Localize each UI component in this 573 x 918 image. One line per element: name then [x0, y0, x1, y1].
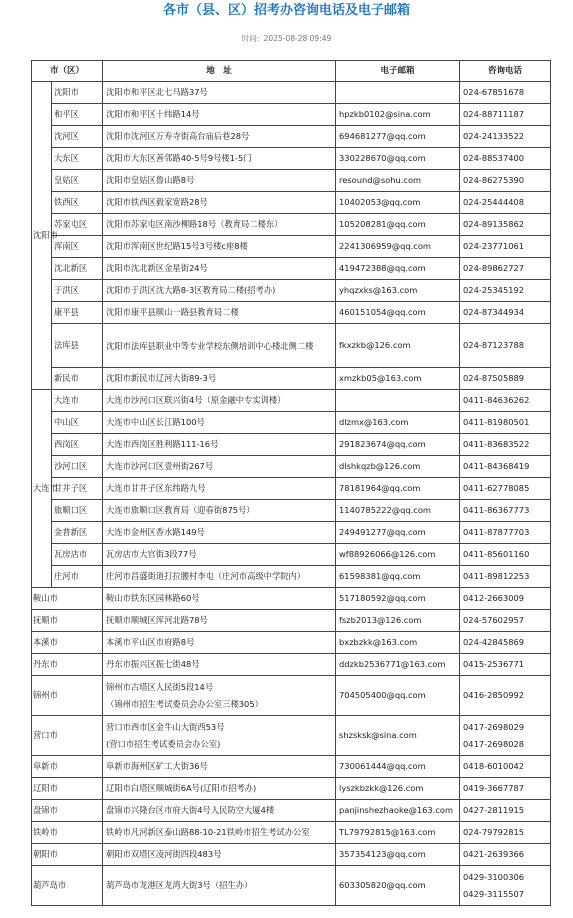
table-row: [32, 456, 551, 478]
phone-cell: [460, 544, 551, 566]
header-city: 市（区）: [32, 61, 103, 82]
email-cell: 10402053@qq.com: [336, 192, 460, 214]
email-cell: lyszkbzkk@126.com: [336, 778, 460, 800]
address-line: （锦州市招生考试委员会办公室三楼305）: [106, 698, 263, 709]
email-cell: 105208281@qq.com: [336, 214, 460, 236]
phone-number: 0411-62778085: [463, 483, 530, 493]
phone-number: 024-67851678: [463, 87, 525, 97]
district-cell: 中山区: [52, 412, 103, 434]
address-cell: 大连市沙河口区联兴街4号（原金融中专实训楼）: [103, 390, 336, 412]
city-cell: 盘锦市: [32, 800, 103, 822]
address-cell: [103, 610, 336, 632]
address-cell: 沈阳市和平区十纬路14号: [103, 104, 336, 126]
table-row: [32, 544, 551, 566]
address-cell: 沈阳市法库县职业中等专业学校东侧培训中心楼北侧二楼: [103, 324, 336, 368]
phone-number: 024-87505889: [463, 373, 525, 383]
phone-number: 024-25345192: [463, 285, 525, 295]
phone-number: 0411-87877703: [463, 527, 530, 537]
page-title: 各市（县、区）招考办咨询电话及电子邮箱: [162, 3, 410, 18]
district-cell: 于洪区: [52, 280, 103, 302]
table-row: [32, 822, 551, 844]
district-cell: 西岗区: [52, 434, 103, 456]
address-line: 辽阳市白塔区顺城街6A号(辽阳市招考办): [106, 783, 257, 793]
table-row: [32, 390, 551, 412]
email-cell: xmzkb05@163.com: [336, 368, 460, 390]
district-cell: 沈河区: [52, 126, 103, 148]
district-cell: 法库县: [52, 324, 103, 368]
district-cell: 金普新区: [52, 522, 103, 544]
email-cell: 460151054@qq.com: [336, 302, 460, 324]
email-cell: panjinshezhaoke@163.com: [336, 800, 460, 822]
city-cell: 阜新市: [32, 756, 103, 778]
city-cell: 丹东市: [32, 654, 103, 676]
phone-number: 0411-84368419: [463, 461, 530, 471]
phone-number: 024-25444408: [463, 197, 525, 207]
city-cell: 营口市: [32, 716, 103, 756]
district-cell: 沈北新区: [52, 258, 103, 280]
phone-number: 024-89862727: [463, 263, 525, 273]
phone-number: 024-79792815: [463, 827, 525, 837]
phone-number: 0418-6010042: [463, 761, 525, 771]
phone-cell: [460, 324, 551, 368]
table-row: [32, 800, 551, 822]
address-cell: 沈阳市大东区善邻路40-5号9号楼1-5门: [103, 148, 336, 170]
phone-cell: [460, 434, 551, 456]
phone-cell: [460, 866, 551, 906]
phone-number: 0429-3100306: [463, 871, 525, 882]
phone-cell: [460, 610, 551, 632]
address-cell: [103, 866, 336, 906]
phone-number: 0419-3667787: [463, 783, 525, 793]
address-line: (营口市招生考试委员会办公室): [106, 738, 221, 749]
phone-cell: [460, 104, 551, 126]
district-cell: 甘井子区: [52, 478, 103, 500]
address-cell: [103, 676, 336, 716]
phone-cell: [460, 302, 551, 324]
city-cell: 大连市: [32, 390, 52, 588]
phone-cell: [460, 588, 551, 610]
phone-cell: [460, 412, 551, 434]
address-cell: 沈阳市和平区北七马路37号: [103, 82, 336, 104]
email-cell: 1140785222@qq.com: [336, 500, 460, 522]
phone-number: 0417-2698029: [463, 721, 525, 732]
email-cell: [336, 82, 460, 104]
city-cell: 抚顺市: [32, 610, 103, 632]
email-cell: 517180592@qq.com: [336, 588, 460, 610]
address-line: 丹东市振兴区振七街48号: [106, 659, 200, 669]
address-cell: [103, 654, 336, 676]
table-header-row: [32, 61, 551, 82]
address-cell: 沈阳市新民市辽河大街89-3号: [103, 368, 336, 390]
city-cell: 铁岭市: [32, 822, 103, 844]
table-row: [32, 258, 551, 280]
district-cell: 苏家屯区: [52, 214, 103, 236]
address-cell: 大连市旅顺口区教育局（迎春街875号）: [103, 500, 336, 522]
table-row: [32, 368, 551, 390]
address-cell: 沈阳市康平县顺山一路县教育局二楼: [103, 302, 336, 324]
table-row: [32, 412, 551, 434]
phone-number: 0429-3115507: [463, 888, 525, 899]
phone-cell: [460, 236, 551, 258]
email-cell: 330228670@qq.com: [336, 148, 460, 170]
address-cell: 大连市沙河口区壹州街267号: [103, 456, 336, 478]
publish-time: [0, 32, 573, 46]
address-line: 锦州市古塔区人民街5段14号: [106, 681, 214, 692]
phone-cell: [460, 844, 551, 866]
phone-number: 0411-85601160: [463, 549, 530, 559]
phone-cell: [460, 500, 551, 522]
table-row: [32, 566, 551, 588]
phone-cell: [460, 822, 551, 844]
table-row: [32, 236, 551, 258]
address-cell: 沈阳市沈河区万寿寺街高台庙后巷28号: [103, 126, 336, 148]
email-cell: 730061444@qq.com: [336, 756, 460, 778]
header-phone: 咨询电话: [460, 61, 551, 82]
phone-number: 0427-2811915: [463, 805, 525, 815]
address-line: 朝阳市双塔区凌河街四段483号: [106, 849, 222, 859]
phone-cell: [460, 716, 551, 756]
phone-cell: [460, 390, 551, 412]
table-row: [32, 280, 551, 302]
phone-cell: [460, 522, 551, 544]
table-row: [32, 82, 551, 104]
phone-cell: [460, 756, 551, 778]
table-row: [32, 214, 551, 236]
district-cell: 皇姑区: [52, 170, 103, 192]
email-cell: 78181964@qq.com: [336, 478, 460, 500]
table-row: [32, 522, 551, 544]
address-line: 葫芦岛市龙港区龙湾大街3号（招生办）: [106, 880, 253, 890]
email-cell: wf88926066@126.com: [336, 544, 460, 566]
address-cell: 沈阳市皇姑区鲁山路8号: [103, 170, 336, 192]
phone-cell: [460, 566, 551, 588]
address-cell: [103, 588, 336, 610]
email-cell: resound@sohu.com: [336, 170, 460, 192]
table-row: [32, 500, 551, 522]
table-row: [32, 192, 551, 214]
district-cell: 瓦房店市: [52, 544, 103, 566]
city-cell: 锦州市: [32, 676, 103, 716]
table-row: [32, 302, 551, 324]
email-cell: fkxzkb@126.com: [336, 324, 460, 368]
email-cell: bxzbzkk@163.com: [336, 632, 460, 654]
address-line: 阜新市海州区矿工大街36号: [106, 761, 208, 771]
table-row: [32, 778, 551, 800]
address-line: 盘锦市兴隆台区市府大街4号人民防空大厦4楼: [106, 805, 275, 815]
table-row: [32, 866, 551, 906]
table-row: [32, 324, 551, 368]
phone-number: 0417-2698028: [463, 738, 525, 749]
email-cell: 357354123@qq.com: [336, 844, 460, 866]
address-cell: 沈阳市苏家屯区南沙柳路18号（教育局二楼东）: [103, 214, 336, 236]
header-email: 电子邮箱: [336, 61, 460, 82]
phone-number: 024-57602957: [463, 615, 525, 625]
address-cell: 沈阳市铁西区毅家宽路28号: [103, 192, 336, 214]
address-cell: 沈阳市于洪区沈大路8-3区教育局二楼(招考办): [103, 280, 336, 302]
address-cell: [103, 778, 336, 800]
district-cell: 和平区: [52, 104, 103, 126]
email-cell: 704505400@qq.com: [336, 676, 460, 716]
table-row: [32, 126, 551, 148]
city-cell: 葫芦岛市: [32, 866, 103, 906]
address-cell: [103, 756, 336, 778]
email-cell: 694681277@qq.com: [336, 126, 460, 148]
phone-cell: [460, 676, 551, 716]
phone-number: 024-87344934: [463, 307, 525, 317]
email-cell: 291823674@qq.com: [336, 434, 460, 456]
phone-cell: [460, 778, 551, 800]
phone-number: 0416-2850992: [463, 690, 525, 700]
phone-number: 0415-2536771: [463, 659, 525, 669]
phone-cell: [460, 82, 551, 104]
city-cell: 本溪市: [32, 632, 103, 654]
email-cell: hpzkb0102@sina.com: [336, 104, 460, 126]
address-cell: 大连市金州区香水路149号: [103, 522, 336, 544]
district-cell: 浑南区: [52, 236, 103, 258]
district-cell: 大东区: [52, 148, 103, 170]
address-cell: [103, 800, 336, 822]
email-cell: 419472388@qq.com: [336, 258, 460, 280]
table-row: [32, 170, 551, 192]
district-cell: 旅顺口区: [52, 500, 103, 522]
phone-number: 0411-84636262: [463, 395, 530, 405]
table-row: [32, 478, 551, 500]
phone-number: 024-89135862: [463, 219, 525, 229]
table-row: [32, 654, 551, 676]
time-value: 2025-08-28 09:49: [263, 34, 332, 43]
email-cell: TL79792815@163.com: [336, 822, 460, 844]
email-cell: yhqzxks@163.com: [336, 280, 460, 302]
email-cell: 2241306959@qq.com: [336, 236, 460, 258]
email-cell: fszb2013@126.com: [336, 610, 460, 632]
email-cell: dlshkqzb@126.com: [336, 456, 460, 478]
address-line: 抚顺市顺城区浑河北路78号: [106, 615, 208, 625]
header-address: 地 址: [103, 61, 336, 82]
email-cell: shzsksk@sina.com: [336, 716, 460, 756]
phone-cell: [460, 148, 551, 170]
city-cell: 鞍山市: [32, 588, 103, 610]
table-row: [32, 104, 551, 126]
phone-number: 024-23771061: [463, 241, 525, 251]
address-cell: 庄河市昌盛街道打拉腰村李屯（庄河市高级中学院内）: [103, 566, 336, 588]
phone-number: 024-87123788: [463, 340, 525, 350]
address-cell: [103, 716, 336, 756]
email-cell: ddzkb2536771@163.com: [336, 654, 460, 676]
table-row: [32, 632, 551, 654]
time-label: 时间:: [241, 34, 260, 43]
phone-number: 0411-83683522: [463, 439, 530, 449]
address-line: 本溪市平山区市府路8号: [106, 637, 195, 647]
phone-cell: [460, 280, 551, 302]
district-cell: 新民市: [52, 368, 103, 390]
table-row: [32, 676, 551, 716]
phone-cell: [460, 478, 551, 500]
table-row: [32, 716, 551, 756]
district-cell: 大连市: [52, 390, 103, 412]
phone-cell: [460, 368, 551, 390]
address-cell: [103, 632, 336, 654]
phone-cell: [460, 800, 551, 822]
email-cell: dlzmx@163.com: [336, 412, 460, 434]
phone-number: 0411-81980501: [463, 417, 530, 427]
table-row: [32, 588, 551, 610]
phone-cell: [460, 170, 551, 192]
address-cell: 大连市甘井子区东纬路九号: [103, 478, 336, 500]
address-cell: 大连市中山区长江路100号: [103, 412, 336, 434]
phone-cell: [460, 632, 551, 654]
phone-cell: [460, 654, 551, 676]
district-cell: 康平县: [52, 302, 103, 324]
email-cell: 249491277@qq.com: [336, 522, 460, 544]
district-cell: 沈阳市: [52, 82, 103, 104]
address-line: 营口市西市区金牛山大街西53号: [106, 721, 225, 732]
phone-number: 0412-2663009: [463, 593, 525, 603]
table-row: [32, 844, 551, 866]
contact-table: [31, 60, 551, 906]
table-row: [32, 610, 551, 632]
address-cell: 瓦房店市大官街3段77号: [103, 544, 336, 566]
phone-cell: [460, 192, 551, 214]
phone-number: 0411-86367773: [463, 505, 530, 515]
address-line: 鞍山市铁东区园林路60号: [106, 593, 200, 603]
phone-number: 024-88711187: [463, 109, 525, 119]
address-cell: 大连市西岗区胜利路111-16号: [103, 434, 336, 456]
email-cell: [336, 390, 460, 412]
phone-number: 024-86275390: [463, 175, 525, 185]
phone-cell: [460, 456, 551, 478]
phone-number: 0421-2639366: [463, 849, 525, 859]
district-cell: 铁西区: [52, 192, 103, 214]
city-cell: 朝阳市: [32, 844, 103, 866]
address-line: 铁岭市凡河新区泰山路88-10-21铁岭市招生考试办公室: [106, 827, 310, 837]
table-row: [32, 756, 551, 778]
address-cell: 沈阳市浑南区世纪路15号3号楼c座8楼: [103, 236, 336, 258]
city-cell: 沈阳市: [32, 82, 52, 390]
phone-number: 024-42845869: [463, 637, 525, 647]
address-cell: 沈阳市沈北新区金星街24号: [103, 258, 336, 280]
email-cell: 603305820@qq.com: [336, 866, 460, 906]
address-cell: [103, 822, 336, 844]
email-cell: 61598381@qq.com: [336, 566, 460, 588]
phone-cell: [460, 258, 551, 280]
phone-cell: [460, 214, 551, 236]
district-cell: 沙河口区: [52, 456, 103, 478]
table-row: [32, 434, 551, 456]
phone-number: 0411-89812253: [463, 571, 530, 581]
city-cell: 辽阳市: [32, 778, 103, 800]
table-row: [32, 148, 551, 170]
address-cell: [103, 844, 336, 866]
phone-cell: [460, 126, 551, 148]
phone-number: 024-88537400: [463, 153, 525, 163]
district-cell: 庄河市: [52, 566, 103, 588]
phone-number: 024-24133522: [463, 131, 525, 141]
